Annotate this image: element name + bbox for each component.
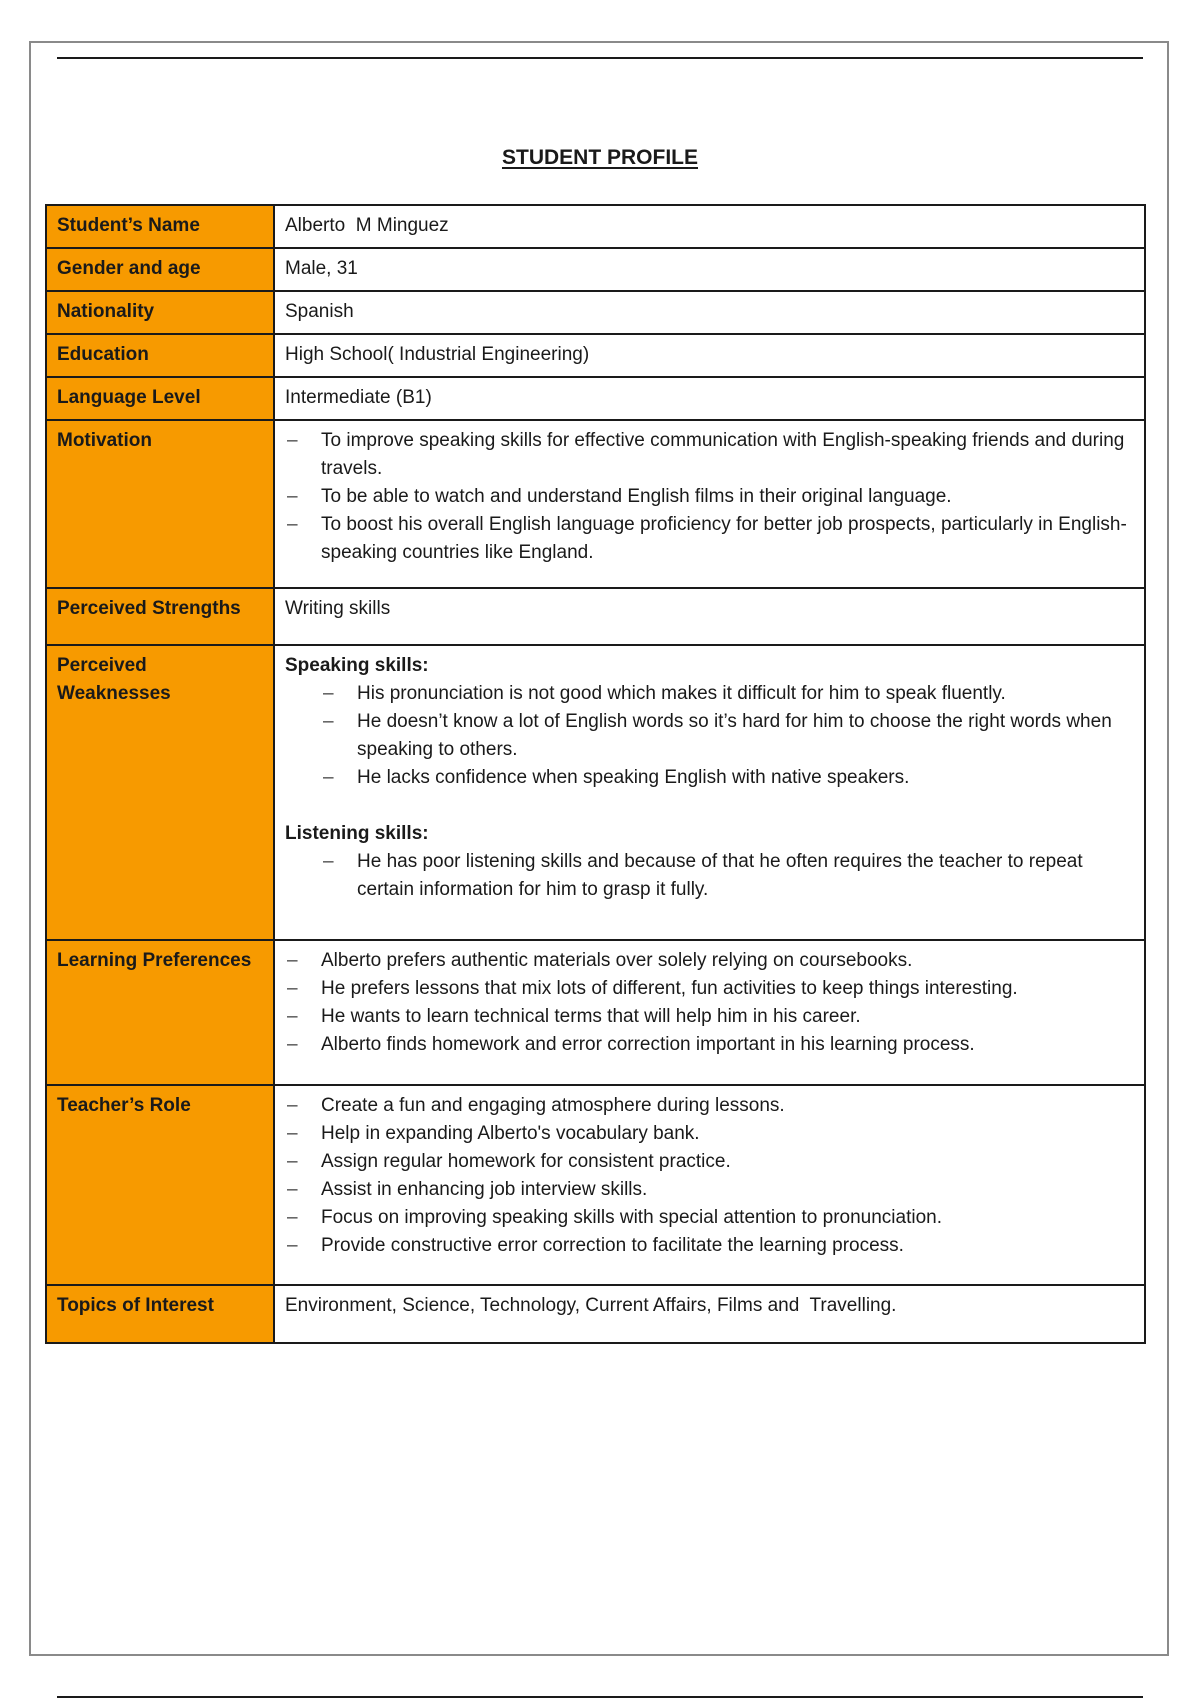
- row-motivation: [46, 420, 1145, 588]
- row-preferences: [46, 940, 1145, 1085]
- list-item: – Create a fun and engaging atmosphere during lessons.: [285, 1092, 1132, 1120]
- motivation-list: [285, 427, 1132, 567]
- value-nationality: Spanish: [274, 291, 1145, 334]
- list-item: – He lacks confidence when speaking English with native speakers.: [285, 764, 1132, 792]
- label-education: Education: [46, 334, 274, 377]
- label-strengths: Perceived Strengths: [46, 588, 274, 645]
- value-name: Alberto M Minguez: [274, 205, 1145, 248]
- label-topics: Topics of Interest: [46, 1285, 274, 1343]
- spacer: [285, 792, 1132, 820]
- speaking-weaknesses-list: [285, 680, 1132, 792]
- row-name: [46, 205, 1145, 248]
- row-nationality: [46, 291, 1145, 334]
- list-item: – Assign regular homework for consistent practice.: [285, 1148, 1132, 1176]
- list-item: – To boost his overall English language proficiency for better job prospects, particularly in English-speaking countries like England.: [285, 511, 1132, 567]
- list-item: – He prefers lessons that mix lots of different, fun activities to keep things interesting.: [285, 975, 1132, 1003]
- list-item: – Help in expanding Alberto's vocabulary bank.: [285, 1120, 1132, 1148]
- speaking-skills-heading: Speaking skills:: [285, 655, 429, 676]
- label-motivation: Motivation: [46, 420, 274, 588]
- list-item: – He has poor listening skills and because of that he often requires the teacher to repeat certain information for him to grasp it fully.: [285, 848, 1132, 904]
- footer-rule: [57, 1696, 1143, 1698]
- value-gender-age: Male, 31: [274, 248, 1145, 291]
- label-language-level: Language Level: [46, 377, 274, 420]
- row-weaknesses: [46, 645, 1145, 940]
- value-preferences: [274, 940, 1145, 1085]
- list-item: – Assist in enhancing job interview skills.: [285, 1176, 1132, 1204]
- row-education: [46, 334, 1145, 377]
- header-rule: [57, 57, 1143, 59]
- label-teacher-role: Teacher’s Role: [46, 1085, 274, 1285]
- preferences-list: [285, 947, 1132, 1059]
- list-item: – He wants to learn technical terms that will help him in his career.: [285, 1003, 1132, 1031]
- list-item: – His pronunciation is not good which makes it difficult for him to speak fluently.: [285, 680, 1132, 708]
- value-motivation: [274, 420, 1145, 588]
- teacher-role-list: [285, 1092, 1132, 1260]
- value-weaknesses: [274, 645, 1145, 940]
- value-topics: Environment, Science, Technology, Current Affairs, Films and Travelling.: [274, 1285, 1145, 1343]
- label-nationality: Nationality: [46, 291, 274, 334]
- list-item: – Alberto prefers authentic materials over solely relying on coursebooks.: [285, 947, 1132, 975]
- row-gender-age: [46, 248, 1145, 291]
- document-title: [0, 146, 1200, 170]
- label-gender-age: Gender and age: [46, 248, 274, 291]
- label-weaknesses: Perceived Weaknesses: [46, 645, 274, 940]
- value-language-level: Intermediate (B1): [274, 377, 1145, 420]
- listening-weaknesses-list: [285, 848, 1132, 904]
- row-language-level: [46, 377, 1145, 420]
- list-item: – Focus on improving speaking skills with special attention to pronunciation.: [285, 1204, 1132, 1232]
- value-education: High School( Industrial Engineering): [274, 334, 1145, 377]
- value-strengths: Writing skills: [274, 588, 1145, 645]
- student-profile-table: [45, 204, 1146, 1344]
- list-item: – Alberto finds homework and error correction important in his learning process.: [285, 1031, 1132, 1059]
- row-teacher-role: [46, 1085, 1145, 1285]
- row-strengths: [46, 588, 1145, 645]
- label-name: Student’s Name: [46, 205, 274, 248]
- label-preferences: Learning Preferences: [46, 940, 274, 1085]
- list-item: – He doesn’t know a lot of English words so it’s hard for him to choose the right words when speaking to others.: [285, 708, 1132, 764]
- list-item: – To improve speaking skills for effective communication with English-speaking friends and during travels.: [285, 427, 1132, 483]
- listening-skills-heading: Listening skills:: [285, 823, 429, 844]
- row-topics: [46, 1285, 1145, 1343]
- list-item: – Provide constructive error correction to facilitate the learning process.: [285, 1232, 1132, 1260]
- document-title-text: STUDENT PROFILE: [501, 146, 698, 169]
- list-item: – To be able to watch and understand English films in their original language.: [285, 483, 1132, 511]
- value-teacher-role: [274, 1085, 1145, 1285]
